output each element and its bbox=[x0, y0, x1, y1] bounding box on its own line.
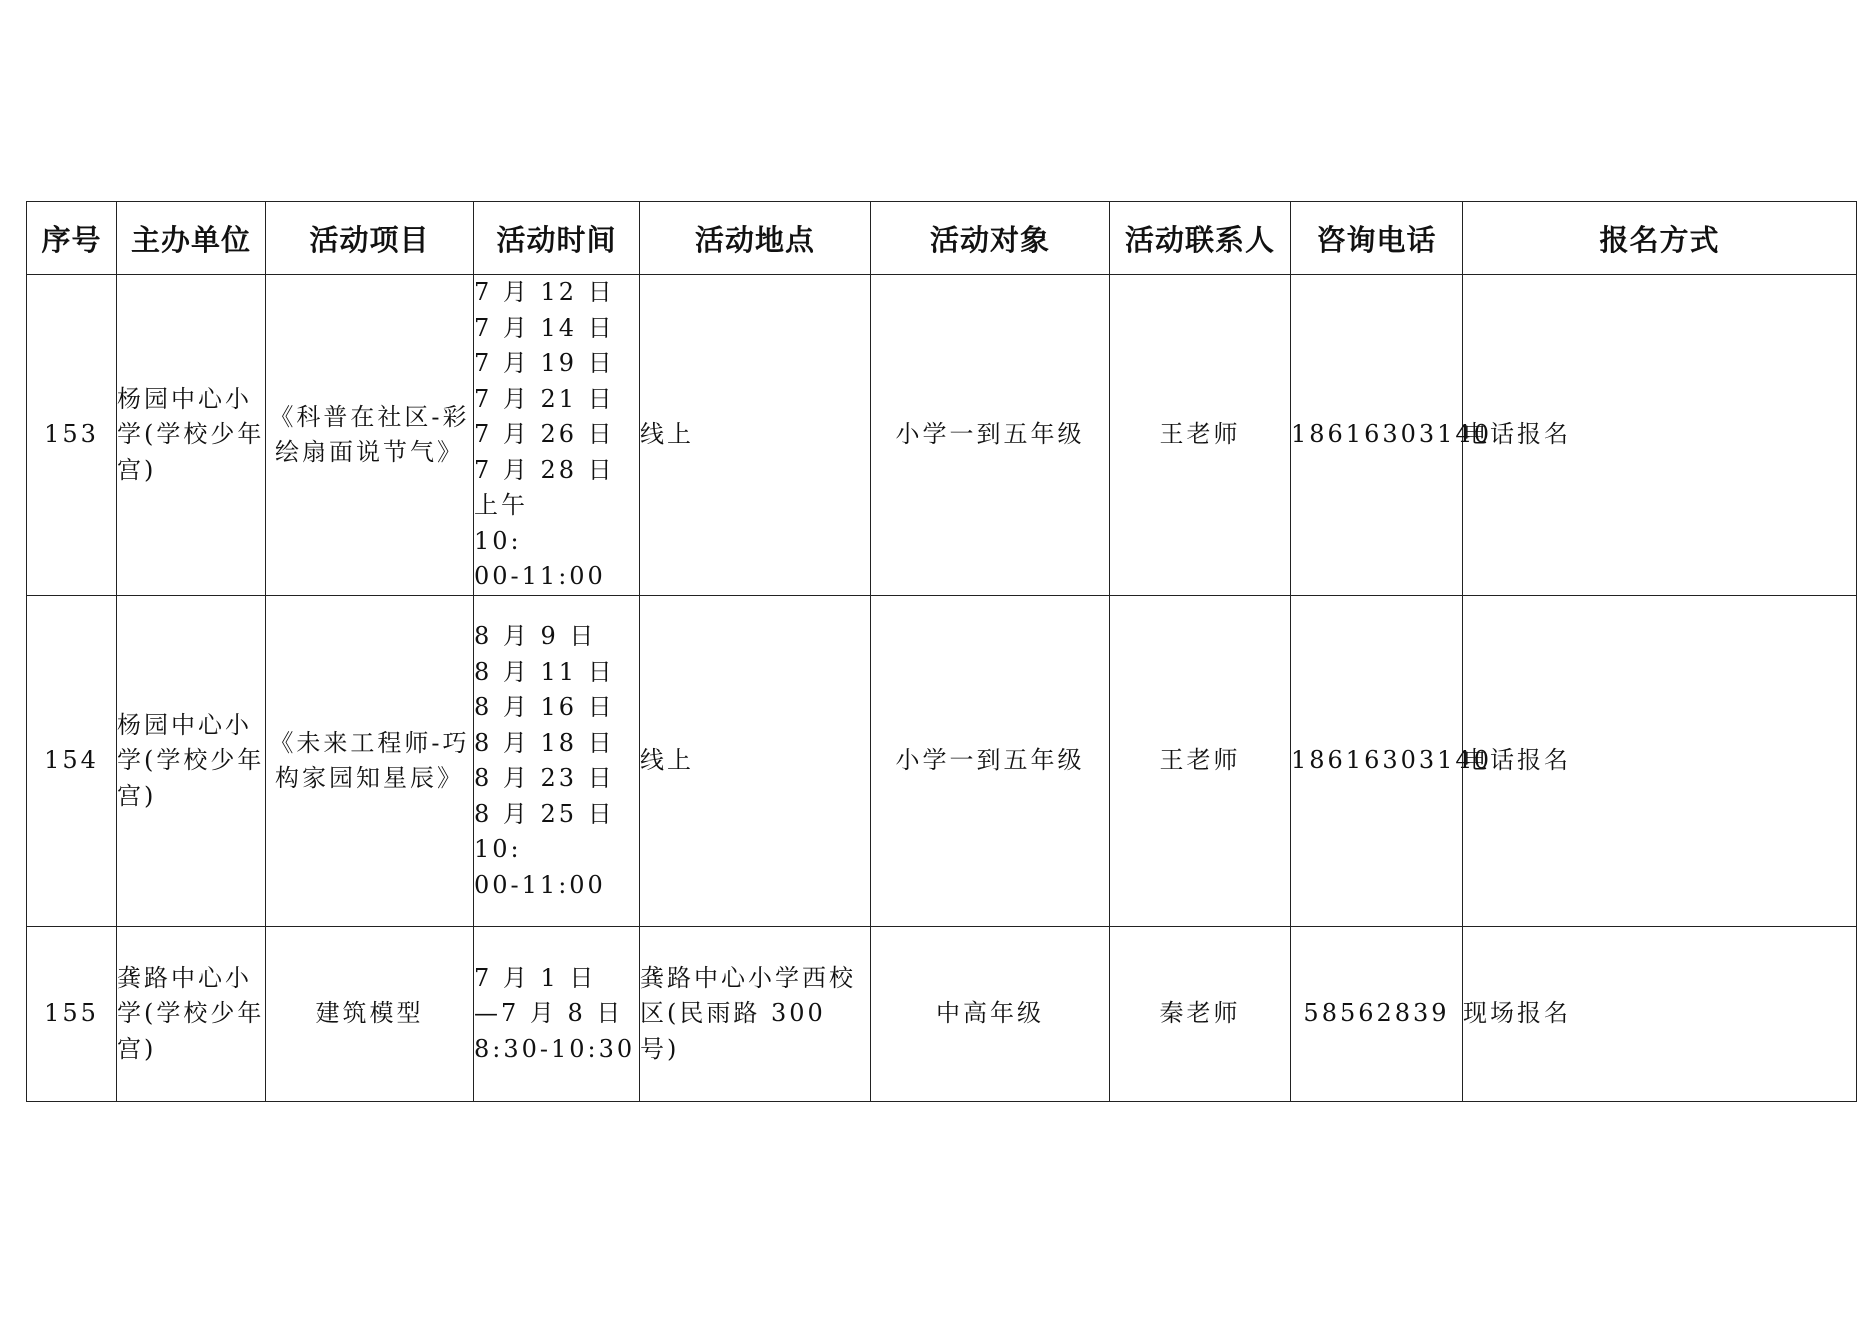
cell-contact: 王老师 bbox=[1110, 275, 1291, 596]
cell-audience: 小学一到五年级 bbox=[871, 596, 1110, 927]
cell-location: 线上 bbox=[640, 596, 871, 927]
time-line: 8 月 23 日 bbox=[474, 764, 615, 792]
time-line: 7 月 19 日 bbox=[474, 349, 615, 378]
header-contact: 活动联系人 bbox=[1110, 202, 1291, 275]
time-line: 00-11:00 bbox=[474, 870, 606, 899]
table-row bbox=[27, 275, 1857, 596]
time-line: 7 月 28 日 bbox=[474, 455, 615, 484]
table-row bbox=[27, 927, 1857, 1102]
time-line: 8:30-10:30 bbox=[474, 1034, 636, 1063]
time-line: 10: bbox=[474, 835, 522, 863]
time-line: 00-11:00 bbox=[474, 562, 606, 591]
header-phone: 咨询电话 bbox=[1291, 202, 1463, 275]
time-line: 上午 bbox=[474, 491, 528, 520]
cell-signup: 现场报名 bbox=[1463, 927, 1857, 1102]
cell-audience: 中高年级 bbox=[871, 927, 1110, 1102]
time-line: 7 月 12 日 bbox=[474, 278, 615, 307]
cell-time bbox=[474, 927, 640, 1102]
header-audience: 活动对象 bbox=[871, 202, 1110, 275]
cell-phone: 18616303140 bbox=[1291, 596, 1463, 927]
time-line: —7 月 8 日 bbox=[474, 999, 624, 1028]
cell-host: 杨园中心小学(学校少年宫) bbox=[117, 596, 266, 927]
cell-phone: 58562839 bbox=[1291, 927, 1463, 1102]
cell-host: 杨园中心小学(学校少年宫) bbox=[117, 275, 266, 596]
header-signup: 报名方式 bbox=[1463, 202, 1857, 275]
cell-location: 龚路中心小学西校区(民雨路 300 号) bbox=[640, 927, 871, 1102]
cell-audience: 小学一到五年级 bbox=[871, 275, 1110, 596]
cell-host: 龚路中心小学(学校少年宫) bbox=[117, 927, 266, 1102]
cell-time bbox=[474, 596, 640, 927]
cell-time bbox=[474, 275, 640, 596]
time-line: 8 月 18 日 bbox=[474, 728, 615, 757]
header-project: 活动项目 bbox=[266, 202, 474, 275]
time-line: 8 月 11 日 bbox=[474, 657, 615, 686]
table-header-row bbox=[27, 202, 1857, 275]
time-line: 7 月 14 日 bbox=[474, 313, 615, 342]
cell-project: 《科普在社区-彩绘扇面说节气》 bbox=[266, 275, 474, 596]
cell-project: 《未来工程师-巧构家园知星辰》 bbox=[266, 596, 474, 927]
cell-signup: 电话报名 bbox=[1463, 596, 1857, 927]
time-line: 10: bbox=[474, 526, 522, 555]
time-line: 8 月 9 日 bbox=[474, 622, 597, 650]
cell-seq: 153 bbox=[27, 275, 117, 596]
cell-signup: 电话报名 bbox=[1463, 275, 1857, 596]
header-location: 活动地点 bbox=[640, 202, 871, 275]
header-host: 主办单位 bbox=[117, 202, 266, 275]
cell-project: 建筑模型 bbox=[266, 927, 474, 1102]
header-seq: 序号 bbox=[27, 202, 117, 275]
cell-phone: 18616303140 bbox=[1291, 275, 1463, 596]
time-line: 7 月 21 日 bbox=[474, 384, 615, 413]
table-row bbox=[27, 596, 1857, 927]
cell-contact: 秦老师 bbox=[1110, 927, 1291, 1102]
time-line: 8 月 25 日 bbox=[474, 799, 615, 828]
cell-location: 线上 bbox=[640, 275, 871, 596]
time-line: 7 月 26 日 bbox=[474, 420, 615, 449]
time-line: 7 月 1 日 bbox=[474, 963, 597, 992]
cell-seq: 154 bbox=[27, 596, 117, 927]
cell-contact: 王老师 bbox=[1110, 596, 1291, 927]
activity-schedule-table bbox=[26, 201, 1857, 1102]
header-time: 活动时间 bbox=[474, 202, 640, 275]
time-line: 8 月 16 日 bbox=[474, 693, 615, 721]
cell-seq: 155 bbox=[27, 927, 117, 1102]
